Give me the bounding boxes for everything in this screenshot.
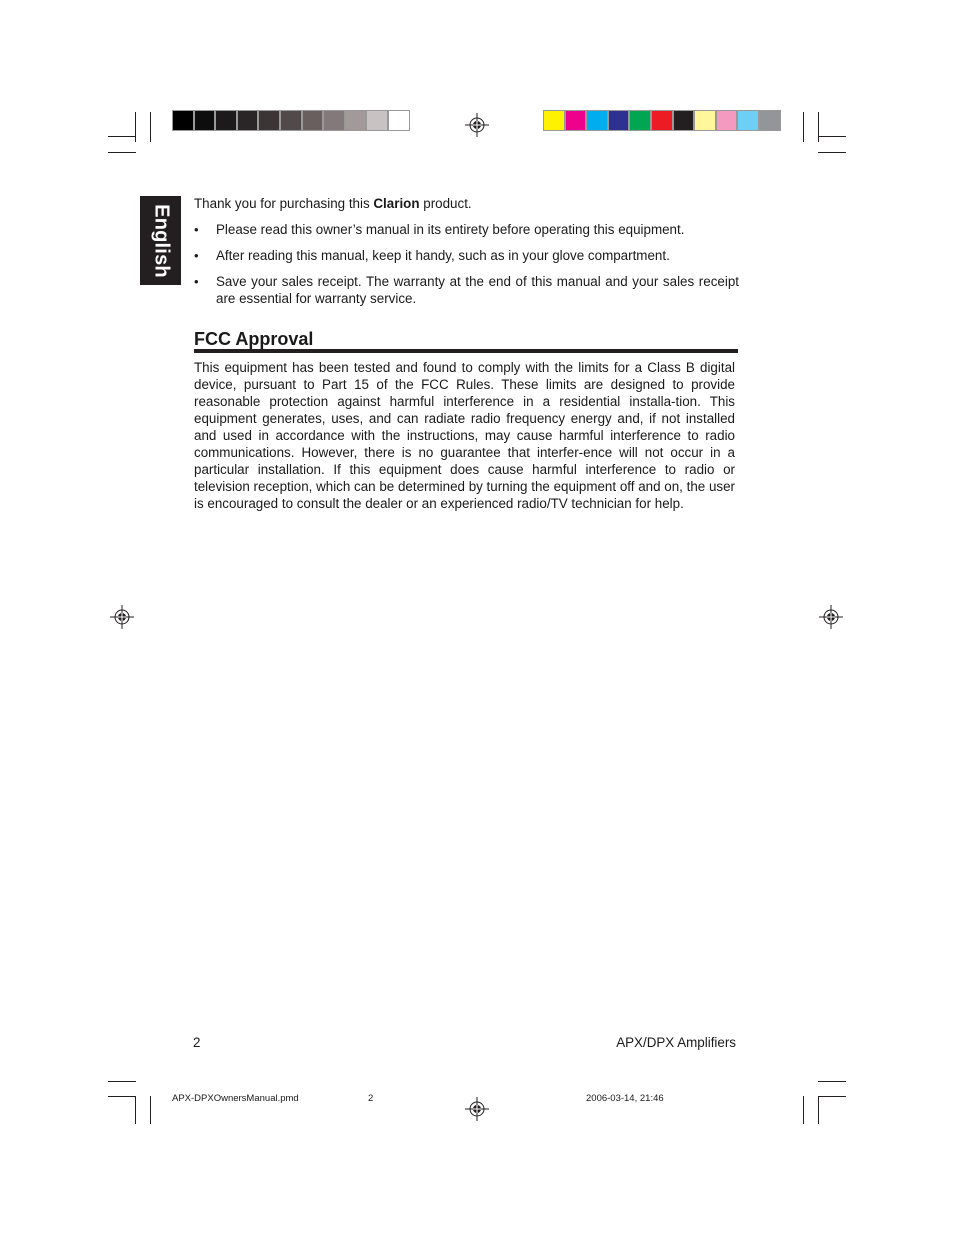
registration-mark-icon [110, 605, 134, 629]
slug-datetime: 2006-03-14, 21:46 [586, 1093, 664, 1104]
intro-line [194, 195, 739, 212]
color-swatch [737, 110, 759, 131]
color-swatch [716, 110, 738, 131]
bullet-item: • Save your sales receipt. The warranty at the end of this manual and your sales receipt are essential for warranty service. [194, 273, 739, 307]
color-swatch [258, 110, 280, 131]
color-swatch [280, 110, 302, 131]
fcc-paragraph: This equipment has been tested and found to comply with the limits for a Class B digital device, pursuant to Part 15 of the FCC Rules. These limits are designed to provide reasonable protection against harmful interference in a residential installa-tion. This equipment generates, uses, and can radiate radio frequency energy and, if not installed and used in accordance with the instructions, may cause harmful interference to radio communications. However, there is no guarantee that interfer-ence will not occur in a particular installation. If this equipment does cause harmful interference to radio or television reception, which can be determined by turning the equipment off and on, the user is encouraged to consult the dealer or an experienced radio/TV technician for help. [194, 360, 735, 511]
heading-rule [194, 349, 738, 353]
registration-mark-icon [819, 605, 843, 629]
intro-text-after: product. [419, 196, 472, 211]
color-swatch [366, 110, 388, 131]
crop-mark-top-right-h [818, 136, 846, 137]
bullet-item: • After reading this manual, keep it handy, such as in your glove compartment. [194, 247, 739, 264]
crop-mark-top-left-v2 [150, 112, 151, 142]
registration-mark-icon [465, 1097, 489, 1121]
crop-mark-bottom-left-h2 [108, 1096, 136, 1097]
footer-product-title: APX/DPX Amplifiers [616, 1035, 736, 1050]
color-swatch [302, 110, 324, 131]
color-swatch [759, 110, 781, 131]
grayscale-color-bar [172, 110, 410, 132]
intro-text-before: Thank you for purchasing this [194, 196, 374, 211]
crop-mark-top-left-v [135, 112, 136, 142]
color-swatch [323, 110, 345, 131]
language-tab-label: English [150, 203, 172, 278]
color-swatch [543, 110, 565, 131]
crop-mark-bottom-right-v2 [818, 1096, 819, 1124]
crop-mark-top-right-v [803, 112, 804, 142]
crop-mark-bottom-right-h [818, 1081, 846, 1082]
color-swatch [651, 110, 673, 131]
process-color-bar [543, 110, 781, 132]
color-swatch [565, 110, 587, 131]
color-swatch [172, 110, 194, 131]
brand-name: Clarion [373, 196, 420, 211]
registration-mark-icon [465, 113, 489, 137]
crop-mark-top-left-h [108, 136, 136, 137]
language-tab [140, 196, 181, 285]
crop-mark-bottom-right-v [803, 1096, 804, 1124]
crop-mark-top-right-v2 [818, 112, 819, 142]
crop-mark-top-left-h2 [108, 152, 136, 153]
color-swatch [388, 110, 410, 131]
color-swatch [194, 110, 216, 131]
crop-mark-top-right-h2 [818, 152, 846, 153]
color-swatch [629, 110, 651, 131]
color-swatch [586, 110, 608, 131]
bullet-item: • Please read this owner’s manual in its entirety before operating this equipment. [194, 221, 739, 238]
section-heading: FCC Approval [194, 329, 314, 349]
color-swatch [694, 110, 716, 131]
slug-filename: APX-DPXOwnersManual.pmd [172, 1093, 299, 1104]
color-swatch [345, 110, 367, 131]
intro-bullet-list [194, 221, 739, 316]
slug-page: 2 [368, 1093, 374, 1104]
crop-mark-bottom-left-v2 [150, 1096, 151, 1124]
crop-mark-bottom-left-v [135, 1096, 136, 1124]
color-swatch [237, 110, 259, 131]
page-number: 2 [193, 1035, 201, 1050]
crop-mark-bottom-right-h2 [818, 1096, 846, 1097]
color-swatch [608, 110, 630, 131]
crop-mark-bottom-left-h [108, 1081, 136, 1082]
color-swatch [215, 110, 237, 131]
color-swatch [673, 110, 695, 131]
